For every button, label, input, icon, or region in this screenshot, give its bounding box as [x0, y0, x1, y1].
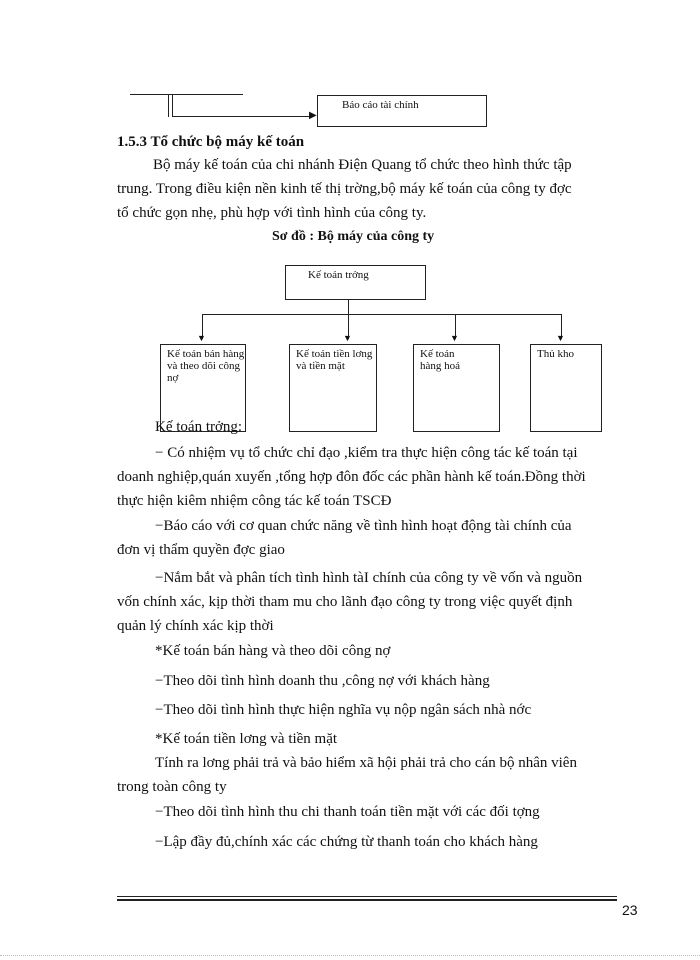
body-line: doanh nghiệp,quán xuyến ,tổng hợp đôn đốc các phần hành kế toán.Đồng thời — [117, 469, 586, 485]
body-line: thực hiện kiêm nhiệm công tác kế toán TSCĐ — [117, 493, 392, 509]
org-arrowhead: ▼ — [343, 333, 352, 343]
intro-line: Bộ máy kế toán của chi nhánh Điện Quang tổ chức theo hình thức tập — [153, 157, 572, 173]
page-bottom-dotted-line — [0, 955, 700, 956]
body-line: −Theo dõi tình hình doanh thu ,công nợ với khách hàng — [155, 673, 490, 689]
org-child-box — [413, 344, 500, 432]
body-line: đơn vị thẩm quyền đợc giao — [117, 542, 285, 558]
org-child-box — [530, 344, 602, 432]
body-line: −Lập đầy đủ,chính xác các chứng từ thanh toán cho khách hàng — [155, 834, 538, 850]
org-child-label: Kế toán bán hàng và theo dõi công nợ — [167, 348, 245, 384]
org-arrowhead: ▼ — [450, 333, 459, 343]
org-child-label: Kế toán tiền lơng và tiền mặt — [296, 348, 373, 372]
org-root-label: Kế toán trởng — [308, 269, 369, 281]
intro-line: trung. Trong điều kiện nền kinh tế thị trờng,bộ máy kế toán của công ty đợc — [117, 181, 572, 197]
fragment-vertical-line — [168, 95, 169, 117]
diagram-title: Sơ đồ : Bộ máy của công ty — [272, 229, 435, 244]
org-child-box — [289, 344, 377, 432]
fragment-box — [317, 95, 487, 127]
fragment-arrowhead: ▶ — [309, 110, 317, 121]
intro-line: tổ chức gọn nhẹ, phù hợp với tình hình của công ty. — [117, 205, 427, 221]
section-heading: 1.5.3 Tổ chức bộ máy kế toán — [117, 134, 305, 150]
body-line: −Theo dõi tình hình thực hiện nghĩa vụ nộp ngân sách nhà nớc — [155, 702, 532, 718]
fragment-box-label: Báo cáo tài chính — [342, 99, 419, 111]
body-line: Tính ra lơng phải trả và bảo hiểm xã hội phải trả cho cán bộ nhân viên — [155, 755, 577, 771]
body-line: −Báo cáo với cơ quan chức năng về tình hình hoạt động tài chính của — [155, 518, 572, 534]
body-line: *Kế toán tiền lơng và tiền mặt — [155, 731, 338, 747]
body-line: −Nắm bắt và phân tích tình hình tàI chính của công ty về vốn và nguồn — [155, 570, 583, 586]
org-child-label: Thủ kho — [537, 348, 574, 360]
org-horizontal-connector — [202, 314, 562, 315]
org-child-label: Kế toán hàng hoá — [420, 348, 461, 372]
fragment-vertical-line — [172, 95, 173, 117]
body-line: −Theo dõi tình hình thu chi thanh toán tiền mặt với các đối tợng — [155, 804, 540, 820]
body-line: − Có nhiệm vụ tổ chức chỉ đạo ,kiểm tra thực hiện công tác kế toán tại — [155, 445, 578, 461]
body-line: Kế toán trởng: — [155, 419, 243, 435]
fragment-arrow-line — [172, 116, 313, 117]
footer-rule — [117, 899, 617, 901]
fragment-top-line — [130, 94, 243, 95]
org-root-connector — [348, 300, 349, 315]
body-line: *Kế toán bán hàng và theo dõi công nợ — [155, 643, 391, 659]
footer-rule — [117, 896, 617, 897]
org-root-box — [285, 265, 426, 300]
body-line: vốn chính xác, kịp thời tham mu cho lãnh đạo công ty trong việc quyết định — [117, 594, 573, 610]
org-arrowhead: ▼ — [197, 333, 206, 343]
body-line: trong toàn công ty — [117, 779, 227, 795]
page-number: 23 — [622, 902, 638, 918]
body-line: quản lý chính xác kịp thời — [117, 618, 274, 634]
org-arrowhead: ▼ — [556, 333, 565, 343]
